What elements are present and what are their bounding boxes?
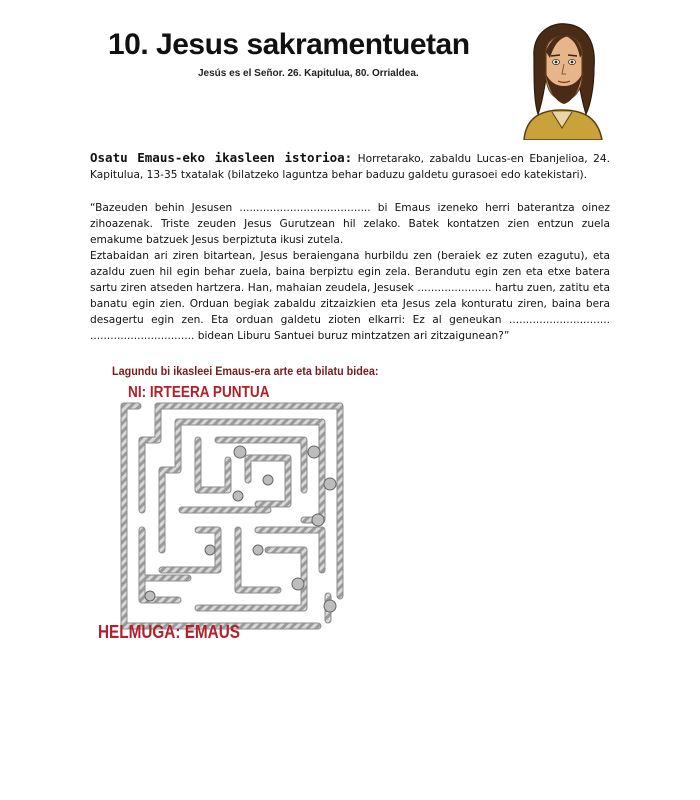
story-text (90, 200, 610, 344)
jesus-portrait-icon (516, 18, 608, 140)
maze-end-label: HELMUGA: EMAUS (98, 622, 240, 642)
page-title: 10. Jesus sakramentuetan (108, 28, 470, 61)
instructions-lead: Osatu Emaus-eko ikasleen istorioa: (90, 150, 353, 165)
story-paragraph-1: “Bazeuden behin Jesusen ....................................... bi Emaus izeneko herri baterantza oinez zihoazenak. Triste zeuden Jesus Gurutzean hil zelako. Batek kontatzen zien entzun zuela emakume batzuek Jesus berpiztuta ikusi zutela. (90, 202, 610, 246)
instructions-text: Horretarako, zabaldu Lucas-en Ebanjelioa, 24. Kapitulua, 13-35 txatalak (bilatzeko laguntza behar baduzu galdetu gurasoei edo katekistari). (90, 153, 610, 181)
maze-caption: Lagundu bi ikasleei Emaus-era arte eta bilatu bidea: (112, 364, 379, 378)
page-subtitle: Jesús es el Señor. 26. Kapitulua, 80. Orrialdea. (198, 68, 419, 79)
maze-start-label: NI: IRTEERA PUNTUA (128, 384, 270, 401)
maze-section (98, 364, 379, 656)
rope-maze-icon[interactable] (118, 400, 346, 636)
instructions (90, 150, 610, 183)
story-paragraph-2: Eztabaidan ari ziren bitartean, Jesus beraiengana hurbildu zen (beraiek ez zuten ezagutu), eta azaldu zuen hil egin behar zuela, baina berpiztu egin zela. Berandutu egin zen eta etxe batera sartu ziren atseden hartzera. Han, mahaian zeudela, Jesusek ...................... hartu zuen, zatitu eta banatu egin zien. Orduan begiak zabaldu zitzaizkien eta Jesus zela konturatu ziren, baina bera desagertu egin zen. Eta orduan galdetu zioten elkarri: Ez al geneukan .............................. ............................... bidean Liburu Santuei buruz mintzatzen ari zitzaigunean?” (90, 250, 610, 342)
